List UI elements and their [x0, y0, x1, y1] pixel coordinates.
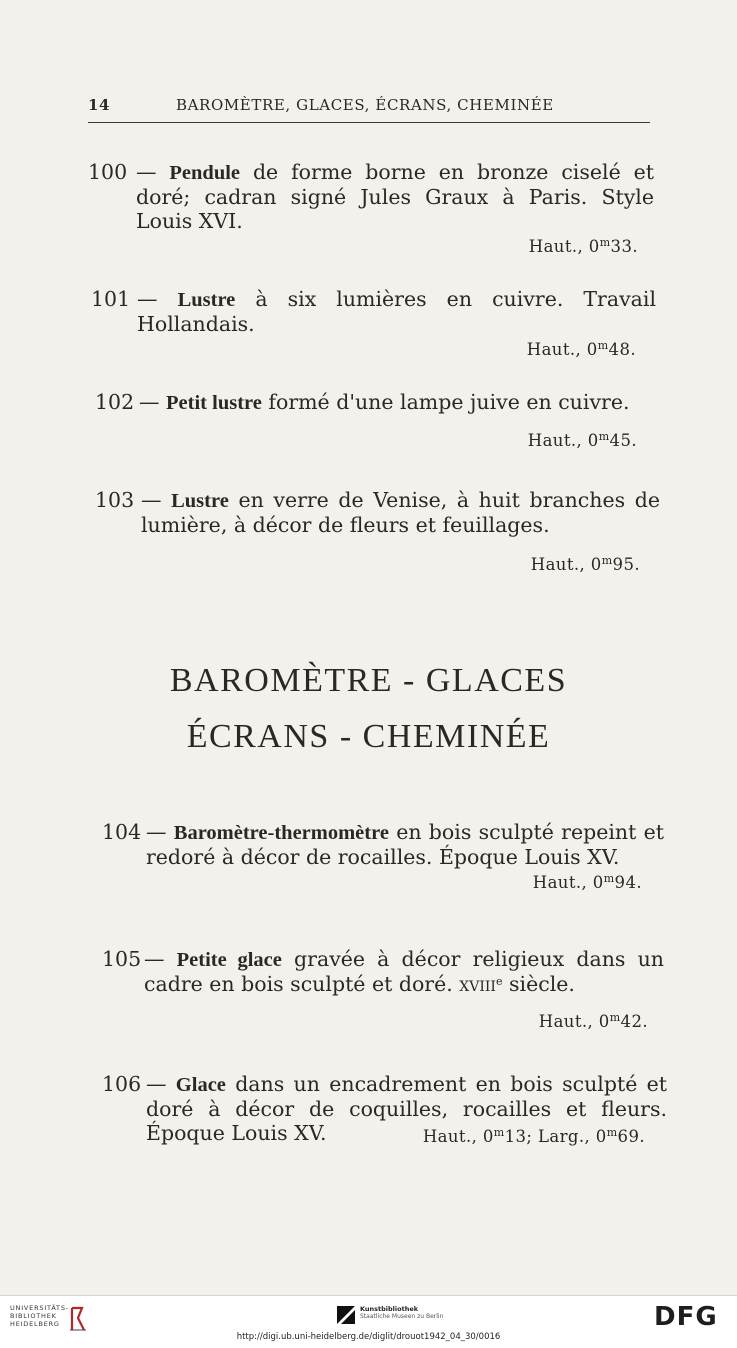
heidelberg-library-logo-icon [68, 1306, 88, 1332]
lot-title: Lustre [177, 289, 236, 311]
header-rule [88, 122, 650, 123]
page-number: 14 [88, 96, 111, 114]
lot-entry-103 [95, 488, 660, 577]
lot-number: 101 [91, 287, 131, 311]
lot-number: 100 [88, 160, 128, 184]
lot-measurement: Haut., 0$^m$33. [528, 236, 638, 256]
kunstbibliothek-logo-icon [337, 1306, 355, 1324]
century: xviii [459, 972, 496, 996]
lot-title: Petite glace [176, 949, 282, 971]
lot-entry-102 [95, 390, 659, 453]
lot-title: Pendule [169, 162, 241, 184]
lot-description: — Petit lustre formé d'une lampe juive en cuivre. [139, 390, 630, 414]
lot-description: — Lustre à six lumières en cuivre. Travail Hollandais. [137, 287, 656, 336]
lot-measurement: Haut., 0$^m$45. [527, 430, 637, 450]
dfg-logo: DFG [654, 1302, 718, 1332]
lot-entry-105 [102, 947, 664, 1034]
lot-number: 102 [95, 390, 135, 414]
lot-entry-104 [102, 820, 664, 895]
lot-entry-101 [91, 287, 656, 362]
lot-description: — Petite glace gravée à décor religieux dans un cadre en bois sculpté et doré. xviii$^e$ siècle. [144, 947, 664, 996]
section-title-line-1: BAROMÈTRE - GLACES [169, 662, 568, 699]
lot-title: Baromètre-thermomètre [173, 822, 389, 844]
lot-measurement: Haut., 0$^m$94. [532, 872, 642, 892]
lot-number: 106 [102, 1072, 142, 1096]
lot-number: 104 [102, 820, 142, 844]
lot-description: — Pendule de forme borne en bronze ciselé et doré; cadran signé Jules Graux à Paris. Style Louis XVI. [136, 160, 654, 233]
lot-measurement: Haut., 0$^m$48. [526, 339, 636, 359]
lot-title: Lustre [171, 490, 229, 512]
running-title: BAROMÈTRE, GLACES, ÉCRANS, CHEMINÉE [176, 96, 554, 114]
lot-number: 105 [102, 947, 142, 971]
lot-measurement: Haut., 0$^m$13; Larg., 0$^m$69. [422, 1126, 645, 1146]
lot-entry-106 [102, 1072, 667, 1149]
lot-measurement: Haut., 0$^m$95. [530, 554, 640, 574]
university-library-label: UNIVERSITÄTS- BIBLIOTHEK HEIDELBERG [10, 1304, 69, 1328]
lot-description: — Baromètre-thermomètre en bois sculpté repeint et redoré à décor de rocailles. Époque Louis XV. [146, 820, 664, 869]
lot-title: Petit lustre [166, 392, 262, 414]
lot-description: — Lustre en verre de Venise, à huit branches de lumière, à décor de fleurs et feuillages. [141, 488, 660, 537]
lot-description: — Glace dans un encadrement en bois sculpté et doré à décor de coquilles, rocailles et fleurs. Époque Louis XV. [146, 1072, 667, 1145]
lot-number: 103 [95, 488, 135, 512]
source-url[interactable]: http://digi.ub.uni-heidelberg.de/diglit/drouot1942_04_30/0016 [236, 1332, 501, 1342]
digitization-footer [0, 1295, 737, 1348]
kunstbibliothek-label: Kunstbibliothek Staatliche Museen zu Berlin [360, 1305, 444, 1320]
section-title-line-2: ÉCRANS - CHEMINÉE [186, 718, 551, 755]
lot-entry-100 [88, 160, 654, 259]
lot-measurement: Haut., 0$^m$42. [538, 1011, 648, 1031]
lot-title: Glace [175, 1074, 226, 1096]
